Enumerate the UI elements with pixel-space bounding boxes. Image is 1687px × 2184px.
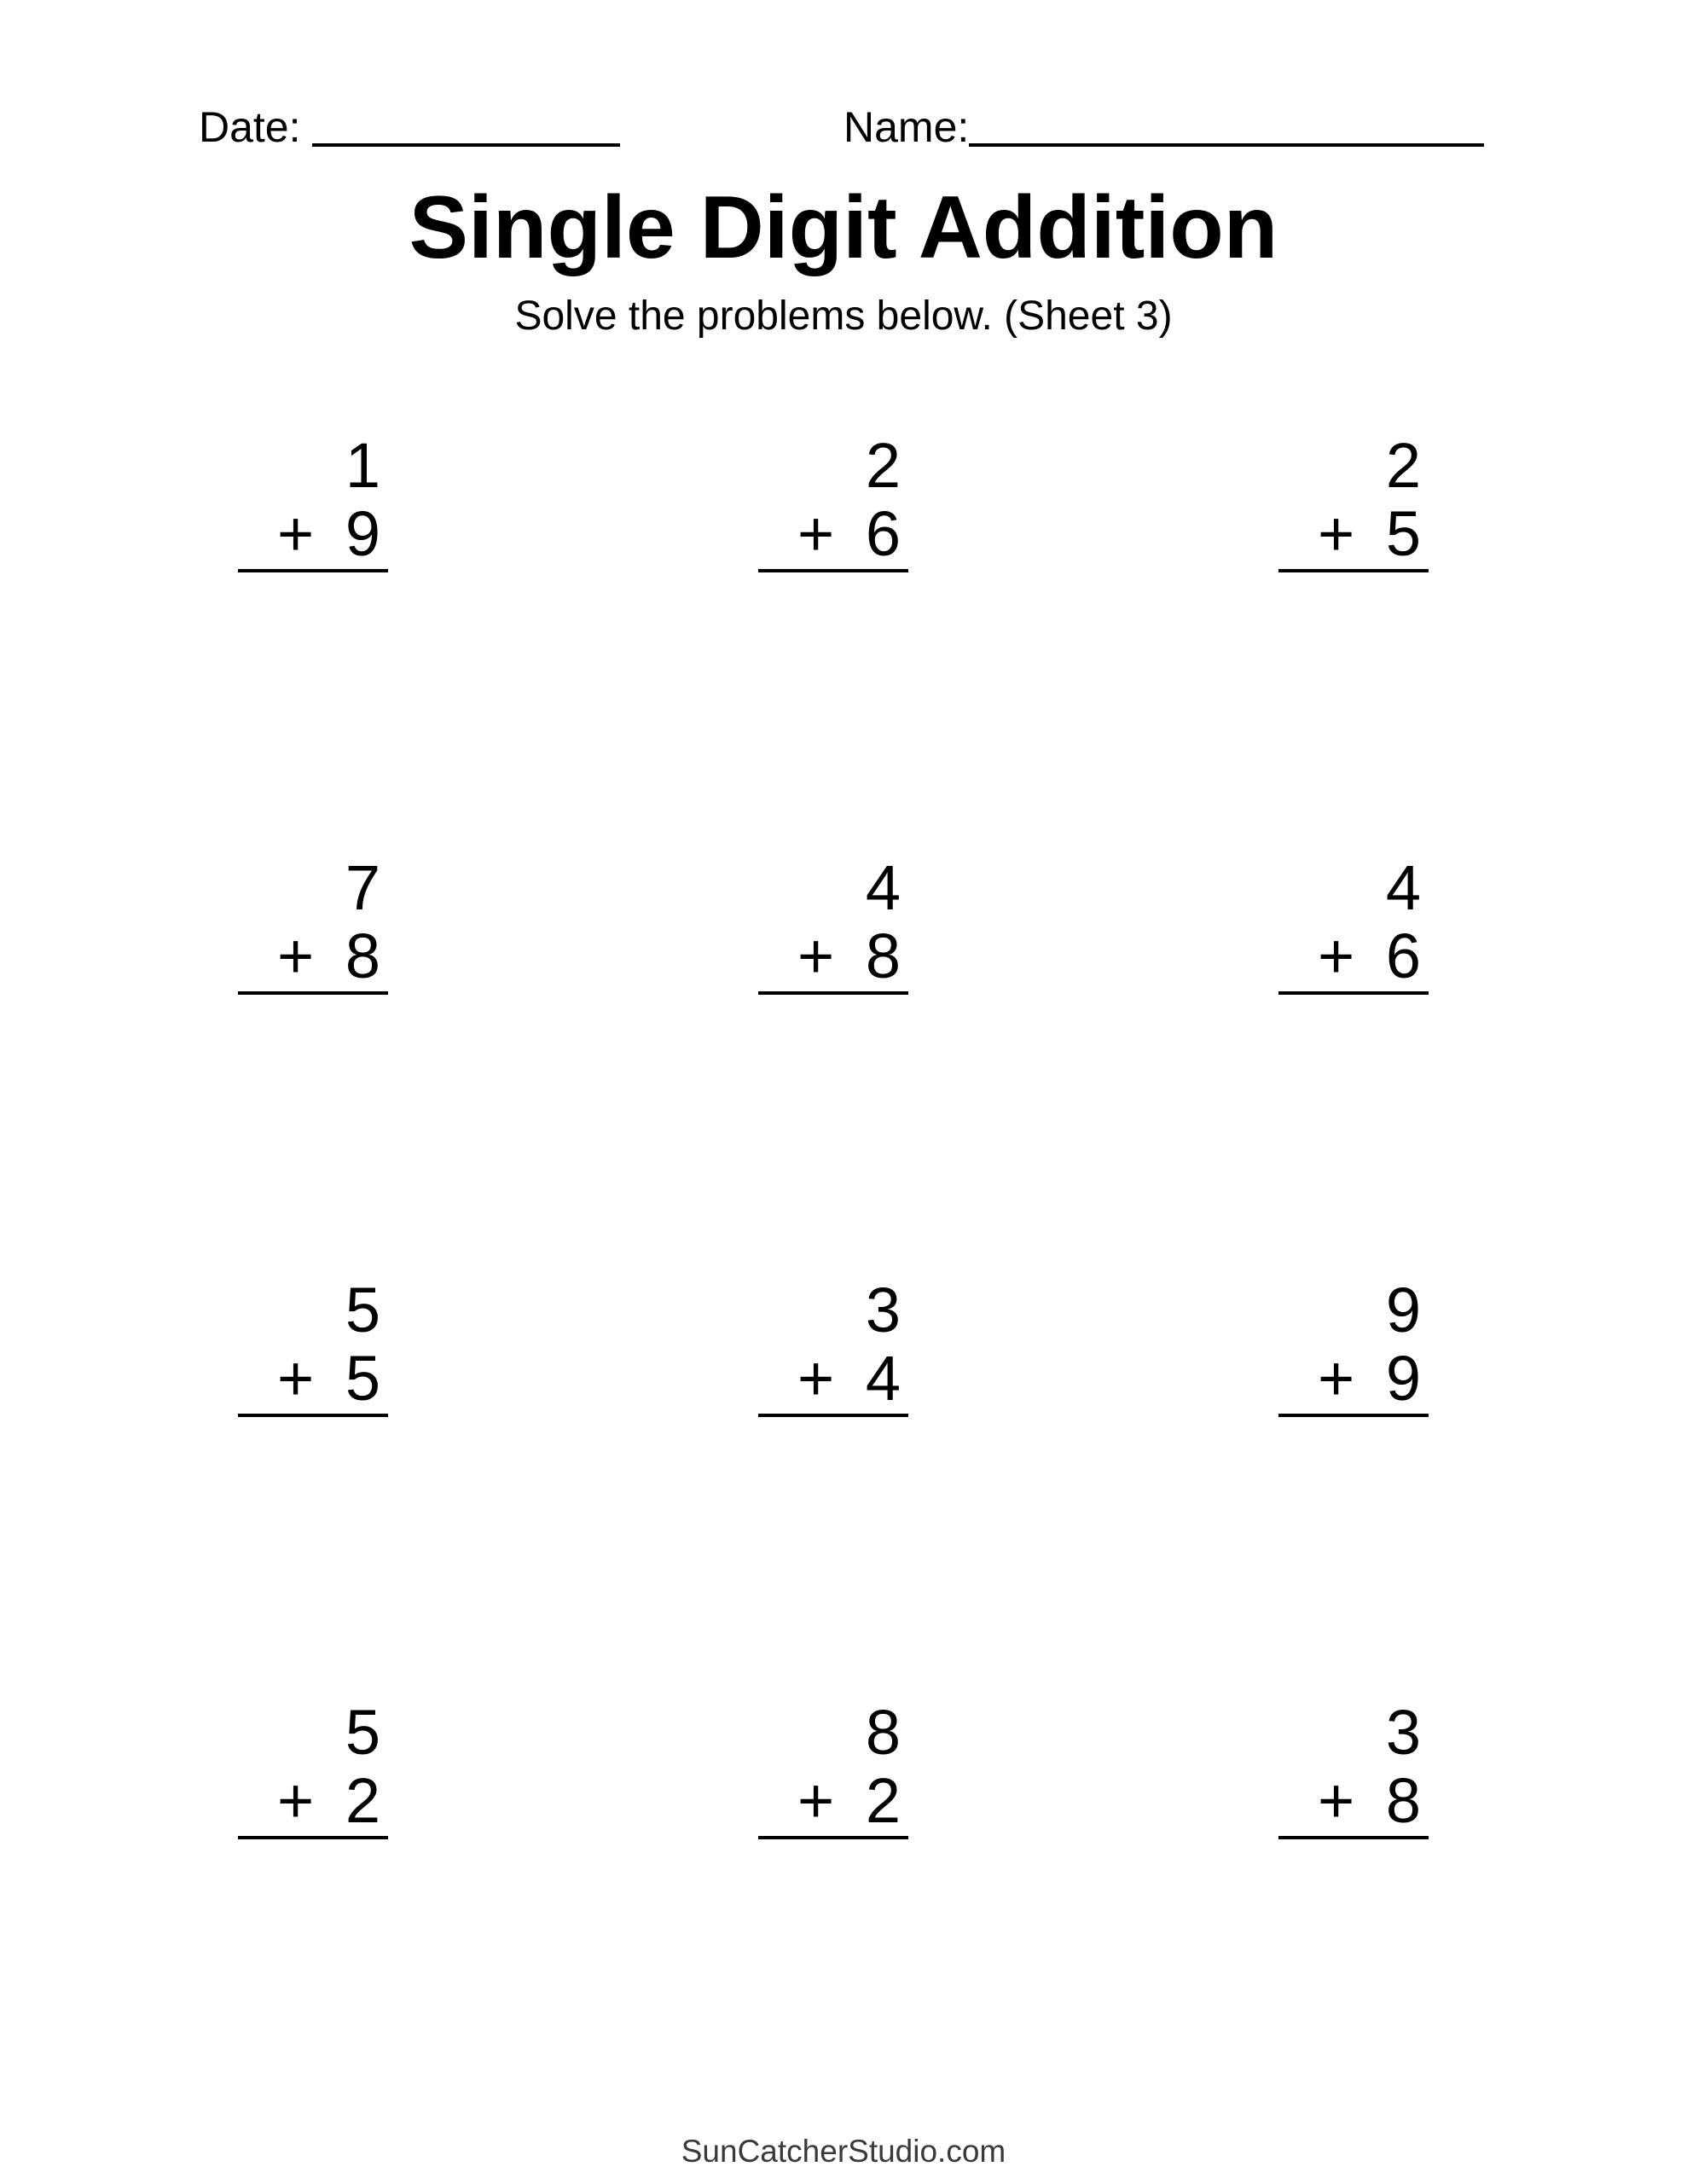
addition-problem	[758, 432, 908, 572]
bottom-addend: 9	[345, 498, 380, 569]
plus-operator: +	[797, 921, 835, 991]
answer-line	[238, 1836, 388, 1839]
worksheet-title: Single Digit Addition	[409, 178, 1278, 277]
addition-problem	[1278, 1276, 1429, 1417]
addition-problem	[758, 854, 908, 995]
addition-problem	[758, 1699, 908, 1839]
top-addend: 3	[1385, 1697, 1421, 1768]
answer-line	[238, 1414, 388, 1417]
bottom-addend: 2	[865, 1765, 901, 1836]
top-addend: 2	[1385, 430, 1421, 501]
plus-operator: +	[1318, 1343, 1355, 1414]
plus-operator: +	[1318, 1765, 1355, 1836]
top-addend: 8	[865, 1697, 901, 1768]
operand-row	[1278, 500, 1429, 568]
top-addend: 1	[345, 430, 380, 501]
operand-row	[238, 922, 388, 990]
plus-operator: +	[797, 498, 835, 569]
operand-row	[238, 500, 388, 568]
answer-line	[1278, 1414, 1429, 1417]
addition-problem	[1278, 854, 1429, 995]
answer-line	[758, 1414, 908, 1417]
addition-problem	[238, 854, 388, 995]
operand-row	[1278, 1345, 1429, 1413]
bottom-addend: 9	[1385, 1343, 1421, 1414]
answer-line	[238, 991, 388, 995]
bottom-addend: 2	[345, 1765, 380, 1836]
plus-operator: +	[277, 1765, 315, 1836]
bottom-addend: 8	[865, 921, 901, 991]
plus-operator: +	[1318, 498, 1355, 569]
top-addend: 7	[345, 852, 380, 923]
top-addend: 4	[1385, 852, 1421, 923]
answer-line	[1278, 1836, 1429, 1839]
plus-operator: +	[277, 1343, 315, 1414]
plus-operator: +	[1318, 921, 1355, 991]
bottom-addend: 5	[1385, 498, 1421, 569]
answer-line	[758, 569, 908, 572]
addition-problem	[758, 1276, 908, 1417]
top-addend: 2	[865, 430, 901, 501]
problems-grid	[238, 432, 1429, 1839]
top-addend: 3	[865, 1275, 901, 1345]
top-addend: 5	[345, 1697, 380, 1768]
bottom-addend: 6	[1385, 921, 1421, 991]
addition-problem	[1278, 432, 1429, 572]
addition-problem	[238, 1699, 388, 1839]
top-addend: 4	[865, 852, 901, 923]
operand-row	[1278, 922, 1429, 990]
operand-row	[1278, 1767, 1429, 1835]
plus-operator: +	[797, 1765, 835, 1836]
operand-row	[238, 1345, 388, 1413]
answer-line	[1278, 991, 1429, 995]
addition-problem	[238, 1276, 388, 1417]
operand-row	[758, 922, 908, 990]
bottom-addend: 8	[1385, 1765, 1421, 1836]
bottom-addend: 8	[345, 921, 380, 991]
plus-operator: +	[277, 921, 315, 991]
bottom-addend: 5	[345, 1343, 380, 1414]
operand-row	[758, 1345, 908, 1413]
answer-line	[238, 569, 388, 572]
answer-line	[758, 1836, 908, 1839]
top-addend: 5	[345, 1275, 380, 1345]
answer-line	[758, 991, 908, 995]
bottom-addend: 6	[865, 498, 901, 569]
operand-row	[238, 1767, 388, 1835]
footer-website: SunCatcherStudio.com	[681, 2134, 1006, 2169]
addition-problem	[238, 432, 388, 572]
operand-row	[758, 1767, 908, 1835]
name-label: Name:	[844, 103, 970, 151]
worksheet-subtitle: Solve the problems below. (Sheet 3)	[514, 293, 1173, 339]
date-label: Date:	[199, 103, 301, 151]
bottom-addend: 4	[865, 1343, 901, 1414]
name-blank-line	[969, 143, 1484, 147]
top-addend: 9	[1385, 1275, 1421, 1345]
operand-row	[758, 500, 908, 568]
addition-problem	[1278, 1699, 1429, 1839]
date-blank-line	[312, 143, 620, 147]
answer-line	[1278, 569, 1429, 572]
plus-operator: +	[797, 1343, 835, 1414]
plus-operator: +	[277, 498, 315, 569]
